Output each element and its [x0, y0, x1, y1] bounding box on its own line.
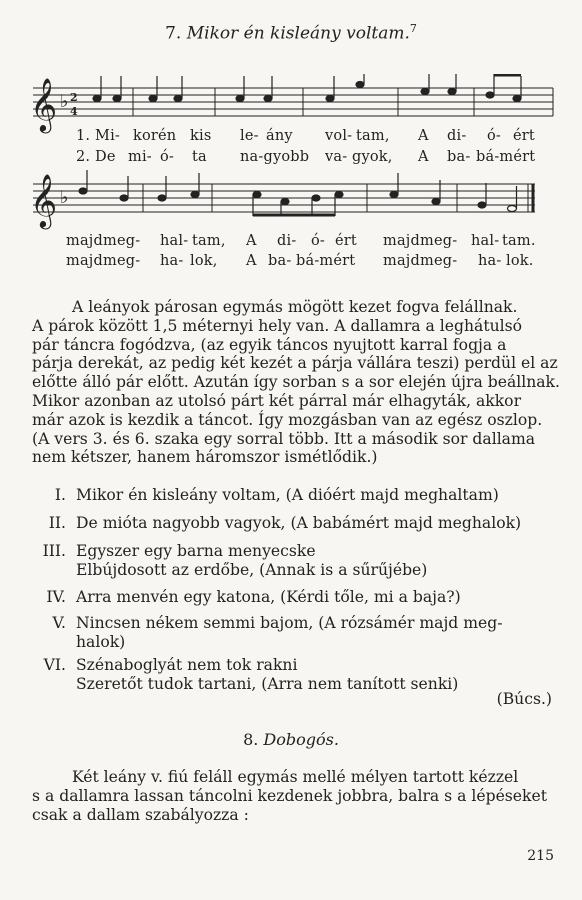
page-number: 215 — [527, 848, 554, 864]
treble-clef-icon: 𝄞 — [30, 77, 58, 131]
song-title: Mikor én kisleány voltam. — [186, 23, 410, 44]
song-8-title — [0, 730, 582, 749]
lyric-row-4: majd meg- ha- lok, A ba- bá-mért majd meg- ha- lok. — [66, 253, 534, 269]
dance-description: A leányok párosan egymás mögött kezet fogva felállnak. A párok között 1,5 méternyi hely van. A dallamra a leghátulsó pár táncra fogódzva, (az egyik táncos nyujtott karral fogja a párja derekát, az pedig két kezét a párja vállára teszi) perdül el az előtte álló pár előtt. Azután így sorban s a sor elején újra beállnak. Mikor azonban az utolsó párt két párral már elhagyták, akkor már azok is kezdik a táncot. Így mozgásban van az egész oszlop. (A vers 3. és 6. szaka egy sorral több. Itt a második sor dallama nem kétszer, hanem háromszor ismétlődik.) — [32, 298, 560, 467]
lyric-row-1: 1. Mi- kor én kis le- ány vol- tam, A di- ó- ért — [76, 128, 535, 144]
svg-text:4: 4 — [70, 105, 78, 118]
time-signature: 2 — [70, 91, 78, 104]
song-title: Dobogós. — [263, 730, 339, 749]
flat-icon: ♭ — [60, 91, 69, 112]
lyric-row-2: 2. De mi- ó- ta na-gyobb va- gyok, A ba- bá-mért — [76, 149, 536, 165]
lyric-row-3: majd meg- hal- tam, A di- ó- ért majd meg- hal- tam. — [66, 233, 536, 249]
song-number: 7. — [165, 23, 182, 44]
dance-description-2: Két leány v. fiú feláll egymás mellé mélyen tartott kézzel s a dallamra lassan táncolni kezdenek jobbra, balra s a lépéseket csak a dallam szabályozza : — [32, 768, 547, 824]
song-7-title — [0, 22, 582, 44]
footnote-mark: 7 — [409, 22, 417, 35]
flat-icon: ♭ — [60, 187, 69, 208]
music-staff-2 — [0, 170, 582, 234]
song-number: 8. — [243, 730, 259, 749]
treble-clef-icon: 𝄞 — [30, 173, 58, 227]
source-note: (Búcs.) — [496, 690, 552, 708]
